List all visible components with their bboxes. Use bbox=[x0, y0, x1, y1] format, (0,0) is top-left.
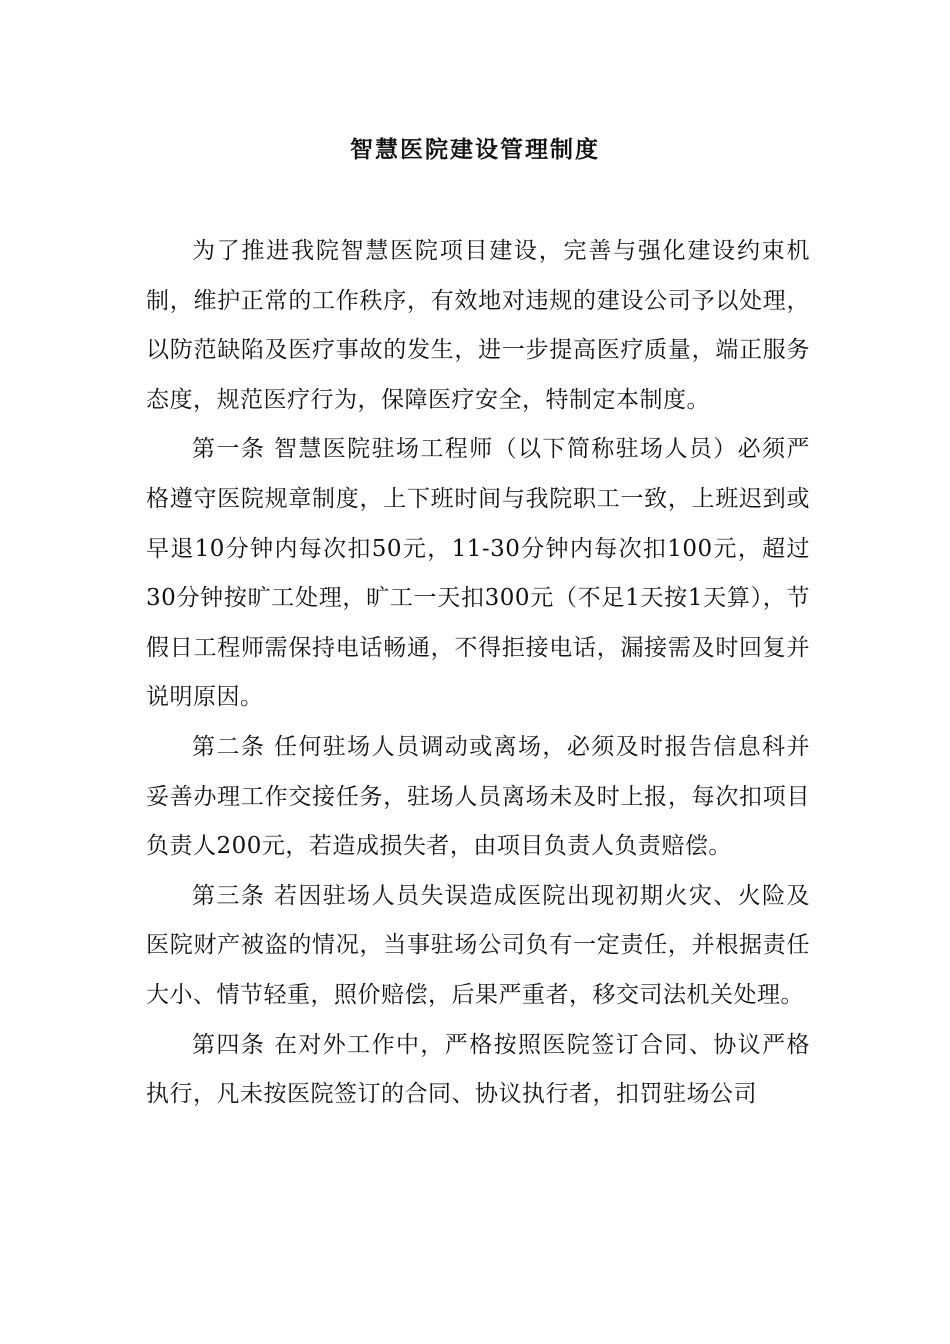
article-1-paragraph: 第一条 智慧医院驻场工程师（以下简称驻场人员）必须严格遵守医院规章制度，上下班时间与我院职工一致，上班迟到或早退10分钟内每次扣50元，11-30分钟内每次扣100元，超过30分钟按旷工处理，旷工一天扣300元（不足1天按1天算），节假日工程师需保持电话畅通，不得拒接电话，漏接需及时回复并说明原因。 bbox=[146, 436, 810, 711]
document-body bbox=[146, 227, 810, 1120]
article-2-paragraph: 第二条 任何驻场人员调动或离场，必须及时报告信息科并妥善办理工作交接任务，驻场人员离场未及时上报，每次扣项目负责人200元，若造成损失者，由项目负责人负责赔偿。 bbox=[146, 733, 810, 860]
article-4-paragraph: 第四条 在对外工作中，严格按照医院签订合同、协议严格执行，凡未按医院签订的合同、协议执行者，扣罚驻场公司 bbox=[146, 1031, 810, 1108]
article-3-paragraph: 第三条 若因驻场人员失误造成医院出现初期火灾、火险及医院财产被盗的情况，当事驻场公司负有一定责任，并根据责任大小、情节轻重，照价赔偿，后果严重者，移交司法机关处理。 bbox=[146, 882, 810, 1008]
document-title: 智慧医院建设管理制度 bbox=[350, 136, 600, 163]
intro-paragraph: 为了推进我院智慧医院项目建设，完善与强化建设约束机制，维护正常的工作秩序，有效地对违规的建设公司予以处理，以防范缺陷及医疗事故的发生，进一步提高医疗质量，端正服务态度，规范医疗行为，保障医疗安全，特制定本制度。 bbox=[146, 238, 810, 413]
